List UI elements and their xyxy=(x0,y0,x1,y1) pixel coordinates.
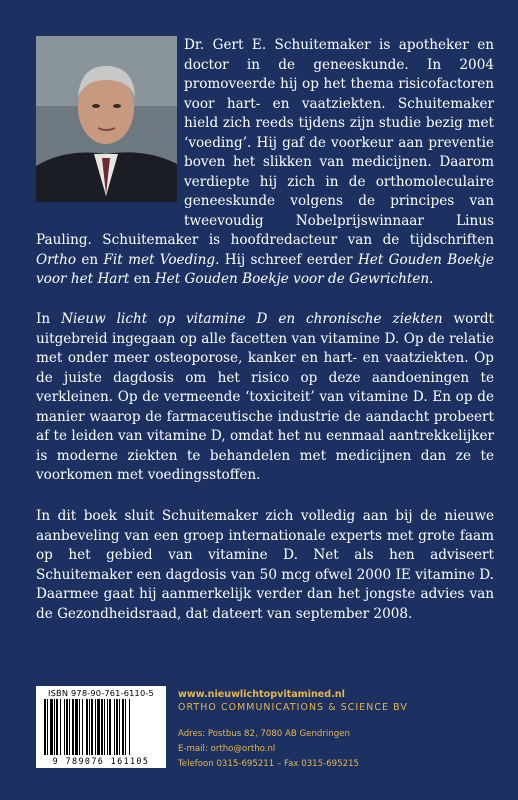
publisher-info xyxy=(178,688,498,772)
bio-text: Dr. Gert E. Schuitemaker is apotheker en doctor in de geneeskunde. In 2004 promoveerde hij op het thema risicofactoren voor hart- en vaatziekten. Schuitemaker hield zich reeds tijdens zijn studie bezig met ‘voeding’. Hij gaf de voorkeur aan preventie boven het slikken van medicijnen. Daarom verdiepte hij zich in de orthomoleculaire geneeskunde volgens de principes van tweevoudig Nobelprijswinnaar Linus Pauling. Schuitemaker is hoofdredacteur van de tijdschriften xyxy=(36,37,494,248)
barcode-bars xyxy=(44,699,158,757)
book-title: Het Gouden Boekje voor het Hart xyxy=(36,251,494,287)
barcode-bar xyxy=(125,699,126,755)
bio-text: . Hij schreef eerder xyxy=(215,251,358,268)
barcode-bar xyxy=(86,699,88,755)
bio-text: en xyxy=(129,271,155,287)
magazine-title: Fit met Voeding xyxy=(103,251,216,268)
publisher-email: E-mail: ortho@ortho.nl xyxy=(178,744,276,754)
barcode-bar xyxy=(101,699,103,755)
barcode-bar xyxy=(119,699,120,755)
publisher-address: Adres: Postbus 82, 7080 AB Gendringen xyxy=(178,729,350,739)
barcode-bar xyxy=(60,699,61,755)
bio-text: . xyxy=(429,271,434,287)
book-title: Het Gouden Boekje voor de Gewrichten xyxy=(154,271,430,287)
barcode-bar xyxy=(75,699,78,755)
barcode-bar xyxy=(64,699,65,755)
barcode-bar xyxy=(47,699,48,755)
barcode-bar xyxy=(95,699,96,755)
barcode-bar xyxy=(107,699,108,755)
author-bio xyxy=(36,36,494,290)
book-summary xyxy=(36,310,494,486)
barcode-bar xyxy=(97,699,100,755)
barcode-bar xyxy=(82,699,83,755)
barcode-bar xyxy=(72,699,74,755)
barcode-bar xyxy=(54,699,55,755)
barcode-bar xyxy=(114,699,115,755)
magazine-title: Ortho xyxy=(36,251,77,268)
barcode-bar xyxy=(129,699,130,755)
publisher-name: ORTHO COMMUNICATIONS & SCIENCE BV xyxy=(178,702,408,713)
barcode-bar xyxy=(50,699,53,755)
barcode-bar xyxy=(122,699,124,755)
barcode-bar xyxy=(116,699,118,755)
website-link[interactable]: www.nieuwlichtopvitamined.nl xyxy=(178,689,345,700)
ean-number: 9 789076 161105 xyxy=(52,756,150,766)
book-title: Nieuw licht op vitamine D en chronische ziekten xyxy=(61,311,443,327)
barcode-bar xyxy=(66,699,68,755)
barcode-bar xyxy=(79,699,80,755)
barcode-bar xyxy=(89,699,90,755)
advice-paragraph: In dit boek sluit Schuitemaker zich volledig aan bij de nieuwe aanbeveling van een groep internationale experts met grote faam op het gebied van vitamine D. Net als hen adviseert Schuitemaker een dagdosis van 50 mcg ofwel 2000 IE vitamine D. Daarmee gaat hij aanmerkelijk verder dan het jongste advies van de Gezondheidsraad, dat dateert van september 2008. xyxy=(36,508,494,622)
barcode-bar xyxy=(69,699,70,755)
bio-text: en xyxy=(76,251,104,268)
isbn-label: ISBN 978-90-761-6110-5 xyxy=(48,688,154,698)
publisher-contact xyxy=(178,727,498,772)
barcode-bar xyxy=(109,699,111,755)
summary-text: wordt uitgebreid ingegaan op alle facetten van vitamine D. Op de relatie met onder meer osteoporose, kanker en hart- en vaatziekten. Op de juiste dagdosis om het risico op deze aandoeningen te verkleinen. Op de vermeende ‘toxiciteit’ van vitamine D. En op de manier waarop de farmaceutische industrie de aandacht probeert af te leiden van vitamine D, omdat het nu eenmaal aantrekkelijker is moderne ziekten te behandelen met medicijnen dan ze te voorkomen met voedingsstoffen. xyxy=(36,311,495,483)
summary-text: In xyxy=(36,311,62,327)
barcode xyxy=(36,686,166,768)
barcode-bar xyxy=(56,699,58,755)
barcode-bar xyxy=(91,699,93,755)
barcode-bar xyxy=(104,699,105,755)
publisher-phone: Telefoon 0315-695211 – Fax 0315-695215 xyxy=(178,759,360,769)
barcode-bar xyxy=(44,699,46,755)
